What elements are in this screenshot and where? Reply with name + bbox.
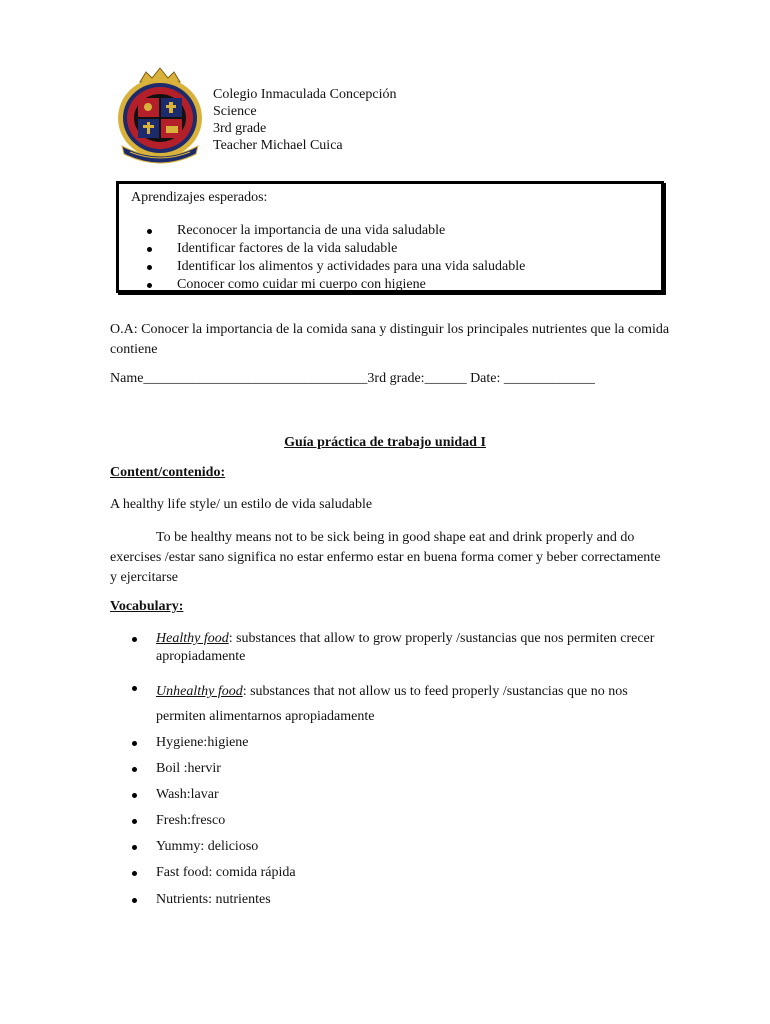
- guide-title: Guía práctica de trabajo unidad I: [284, 435, 486, 450]
- grade: 3rd grade: [213, 121, 267, 136]
- vocab-definition: : substances that allow to grow properly /sustancias que nos permiten crecer apropiadamente: [156, 631, 655, 664]
- vocab-item: Hygiene:higiene: [110, 734, 670, 752]
- vocab-item: Yummy: delicioso: [110, 838, 670, 856]
- vocab-item: Fresh:fresco: [110, 812, 670, 830]
- learning-goal-item: Identificar factores de la vida saludable: [141, 240, 525, 258]
- vocabulary-heading: Vocabulary:: [110, 599, 184, 614]
- learning-goals-box: [116, 181, 664, 293]
- school-crest-icon: [116, 66, 204, 164]
- learning-goals-list: [141, 222, 525, 294]
- learning-goal-item: Conocer como cuidar mi cuerpo con higiene: [141, 276, 525, 294]
- vocab-term: Unhealthy food: [156, 684, 243, 699]
- school-header: [213, 86, 397, 154]
- vocab-item: Fast food: comida rápida: [110, 864, 670, 882]
- learning-goal-item: Reconocer la importancia de una vida saludable: [141, 222, 525, 240]
- vocab-term: Healthy food: [156, 631, 229, 646]
- subject: Science: [213, 104, 257, 119]
- vocab-item: Nutrients: nutrientes: [110, 891, 670, 909]
- vocab-item: [110, 630, 670, 666]
- content-heading: Content/contenido:: [110, 465, 226, 480]
- intro-paragraph: To be healthy means not to be sick being in good shape eat and drink properly and do exercises /estar sano significa no estar enfermo estar en buena forma comer y beber correctamente y ejercitarse: [110, 530, 661, 585]
- teacher-name: Teacher Michael Cuica: [213, 138, 343, 153]
- lifestyle-line: A healthy life style/ un estilo de vida saludable: [110, 497, 373, 512]
- vocab-item: Wash:lavar: [110, 786, 670, 804]
- vocab-item: Boil :hervir: [110, 760, 670, 778]
- student-info-line: Name________________________________3rd grade:______ Date: _____________: [110, 371, 595, 386]
- learning-goals-title: Aprendizajes esperados:: [131, 190, 268, 205]
- vocab-definition: : substances that not allow us to feed properly /sustancias que no nos permiten alimentarnos apropiadamente: [156, 684, 628, 724]
- school-name: Colegio Inmaculada Concepción: [213, 87, 397, 102]
- vocab-item: [110, 679, 670, 729]
- learning-goal-item: Identificar los alimentos y actividades para una vida saludable: [141, 258, 525, 276]
- learning-objective: O.A: Conocer la importancia de la comida sana y distinguir los principales nutrientes que la comida contiene: [110, 322, 670, 357]
